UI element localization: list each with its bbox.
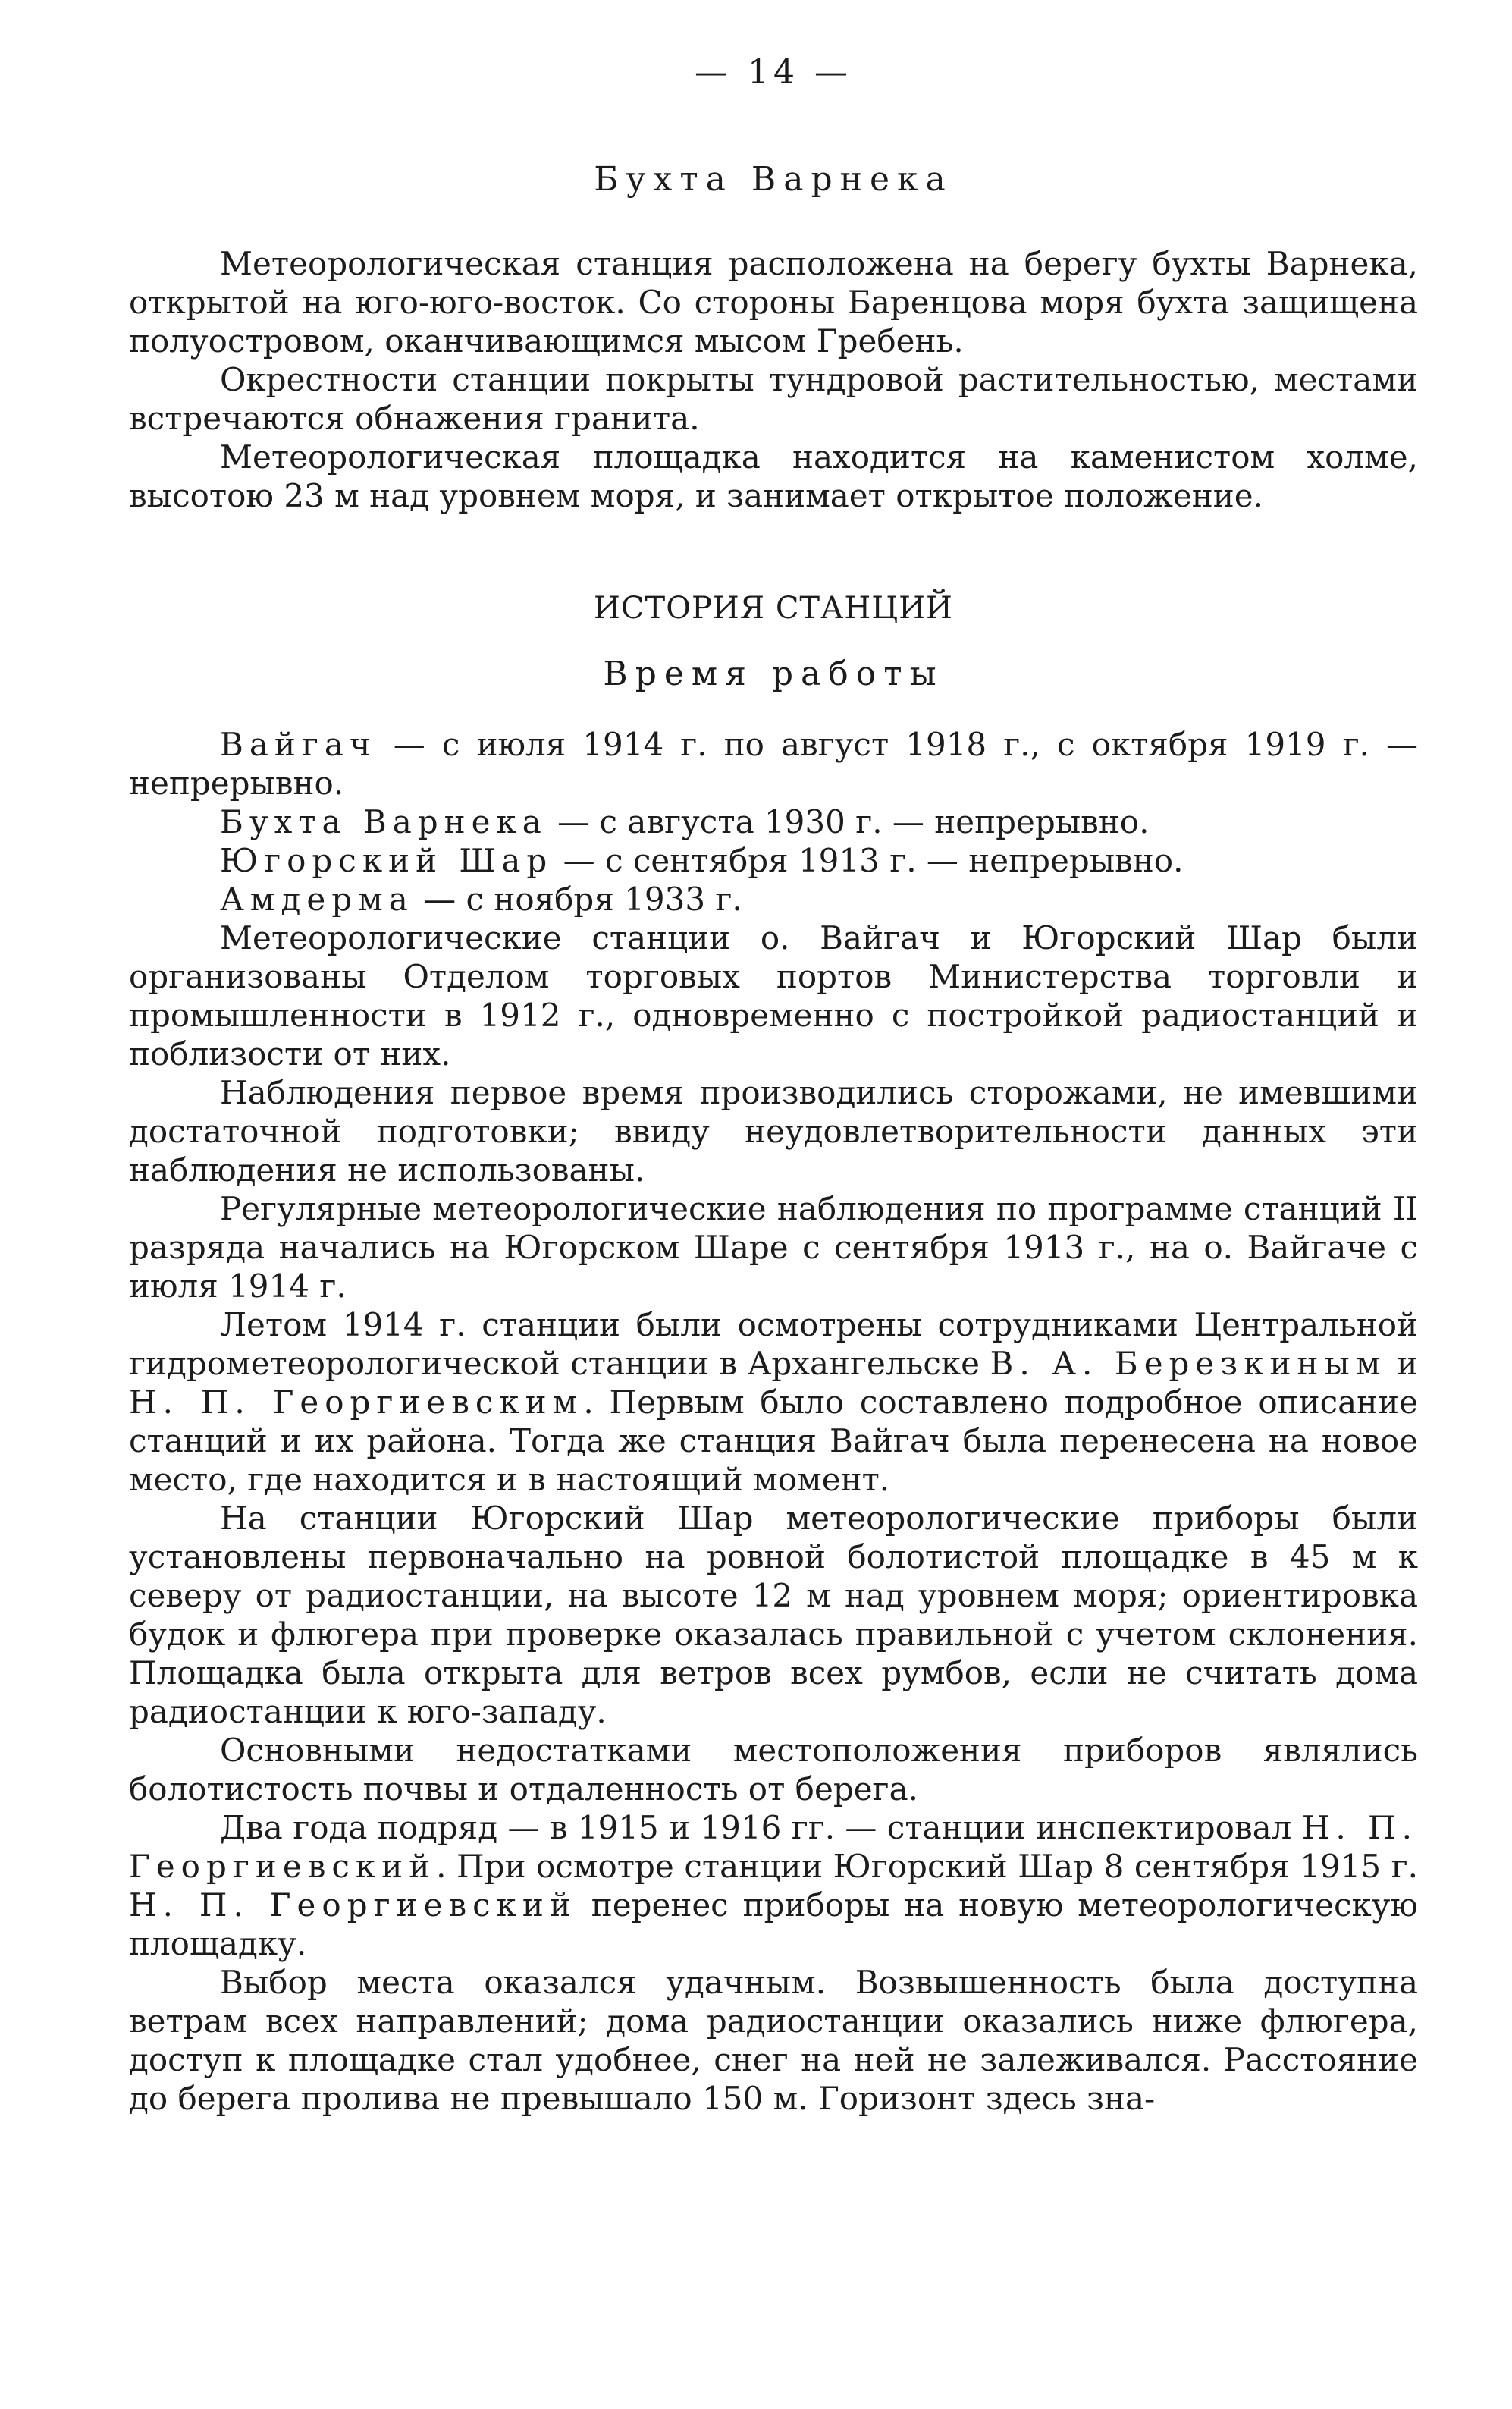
history-heading: ИСТОРИЯ СТАНЦИЙ	[594, 591, 953, 626]
paragraph	[129, 1305, 1418, 1499]
station-name: Югорский Шар	[220, 842, 554, 879]
work-period-heading: Время работы	[603, 655, 944, 693]
period-text: — с ноября 1933 г.	[413, 881, 742, 918]
period-text: — с августа 1930 г. — непрерывно.	[547, 803, 1150, 840]
text-run: и	[1386, 1345, 1419, 1382]
text-run: Летом 1914 г. станции были осмотрены сотрудниками Центральной гидрометеорологической станции в Архангельске	[129, 1306, 1418, 1382]
paragraph: На станции Югорский Шар метеорологические приборы были установлены первоначально на ровной болотистой площадке в 45 м к северу от радиостанции, на высоте 12 м над уровнем моря; ориентировка будок и флюгера при проверке оказалась правильной с учетом склонения. Площадка была открыта для ветров всех румбов, если не считать дома радиостанции к юго-западу.	[129, 1500, 1418, 1730]
paragraph: Основными недостатками местоположения приборов являлись болотистость почвы и отдаленность от берега.	[129, 1732, 1418, 1808]
person-name: В. А. Березкиным	[990, 1345, 1387, 1382]
text-run: Два года подряд — в 1915 и 1916 гг. — станции инспектировал	[220, 1809, 1302, 1846]
person-name: Н. П. Георгиевский	[129, 1809, 1419, 1885]
document-page	[129, 53, 1418, 2118]
spacer	[129, 515, 1418, 591]
paragraph: Наблюдения первое время производились сторожами, не имевшими достаточной подготовки; ввиду неудовлетворительности данных эти наблюдения не использованы.	[129, 1074, 1418, 1189]
paragraph: Метеорологические станции о. Вайгач и Югорский Шар были организованы Отделом торговых портов Министерства торговли и промышленности в 1912 г., одновременно с постройкой радиостанций и поблизости от них.	[129, 919, 1418, 1073]
paragraph: Регулярные метеорологические наблюдения по программе станций II разряда начались на Югорском Шаре с сентября 1913 г., на о. Вайгаче с июля 1914 г.	[129, 1190, 1418, 1305]
work-period-item	[129, 802, 1418, 841]
station-name: Амдерма	[220, 881, 414, 918]
work-period-item	[129, 880, 1418, 919]
page-number: — 14 —	[695, 53, 852, 92]
paragraph: Окрестности станции покрыты тундровой растительностью, местами встречаются обнажения гранита.	[129, 361, 1418, 437]
station-name: Бухта Варнека	[220, 803, 547, 840]
paragraph: Выбор места оказался удачным. Возвышенность была доступна ветрам всех направлений; дома радиостанции оказались ниже флюгера, доступ к площадке стал удобнее, снег на ней не залеживался. Расстояние до берега пролива не превышало 150 м. Горизонт здесь зна-	[129, 1964, 1418, 2117]
section-heading: Бухта Варнека	[594, 160, 953, 199]
paragraph: Метеорологическая станция расположена на берегу бухты Варнека, открытой на юго-юго-восток. Со стороны Баренцова моря бухта защищена полуостровом, оканчивающимся мысом Гребень.	[129, 245, 1418, 360]
period-text: — с июля 1914 г. по август 1918 г., с октября 1919 г. — непрерывно.	[129, 726, 1418, 802]
work-period-item	[129, 841, 1418, 880]
period-text: — с сентября 1913 г. — непрерывно.	[553, 842, 1184, 879]
person-name: Н. П. Георгиевским	[129, 1384, 584, 1421]
person-name: Н. П. Георгиевский	[129, 1886, 577, 1924]
paragraph	[129, 1808, 1418, 1963]
work-period-item	[129, 725, 1418, 802]
text-run: . Первым было составлено подробное описание станций и их района. Тогда же станция Вайгач была перенесена на новое место, где находится и в настоящий момент.	[129, 1384, 1418, 1498]
station-name: Вайгач	[220, 726, 377, 763]
text-run: . При осмотре станции Югорский Шар 8 сентября 1915 г.	[436, 1848, 1418, 1885]
text-run: перенес приборы на новую метеорологическую площадку.	[129, 1886, 1418, 1962]
paragraph: Метеорологическая площадка находится на каменистом холме, высотою 23 м над уровнем моря, и занимает открытое положение.	[129, 438, 1418, 514]
